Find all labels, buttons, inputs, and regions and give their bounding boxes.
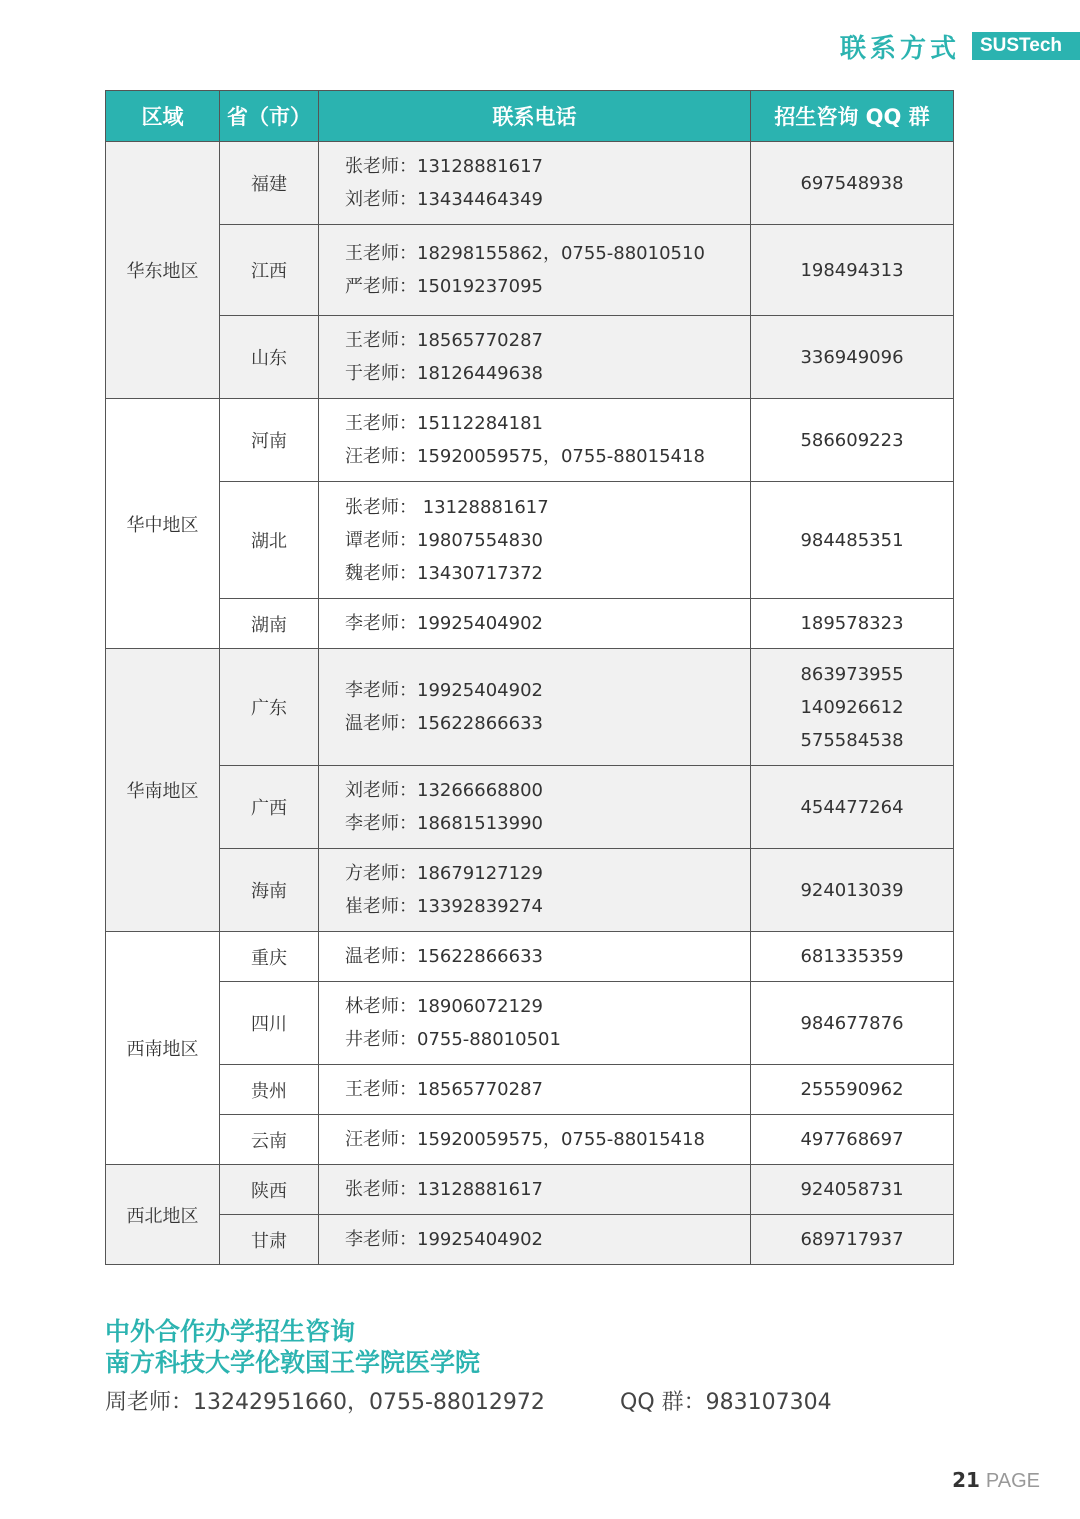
province-cell: 广西 — [220, 766, 319, 849]
phone-cell — [319, 766, 751, 849]
province-cell: 湖北 — [220, 482, 319, 599]
phone-cell — [319, 142, 751, 225]
table-row — [106, 142, 954, 225]
province-cell: 江西 — [220, 225, 319, 316]
table-row — [106, 849, 954, 932]
province-cell: 湖南 — [220, 599, 319, 649]
qq-group-number: 586609223 — [800, 429, 904, 451]
phone-line: 王老师：15112284181 — [345, 413, 543, 434]
phone-line: 刘老师：13434464349 — [345, 189, 543, 210]
qq-cell — [751, 1165, 954, 1215]
table-row — [106, 225, 954, 316]
phone-cell — [319, 849, 751, 932]
phone-line: 李老师：18681513990 — [345, 813, 543, 834]
qq-group-number: 863973955 — [800, 663, 904, 685]
phone-line: 李老师：19925404902 — [345, 680, 543, 701]
column-header-province: 省（市） — [220, 91, 319, 142]
phone-line: 刘老师：13266668800 — [345, 780, 543, 801]
phone-line: 于老师：18126449638 — [345, 363, 543, 384]
phone-cell — [319, 982, 751, 1065]
table-row — [106, 1215, 954, 1265]
province-cell: 四川 — [220, 982, 319, 1065]
table-header-row — [106, 91, 954, 142]
qq-cell — [751, 399, 954, 482]
phone-cell — [319, 599, 751, 649]
qq-group-number: 336949096 — [800, 346, 904, 368]
column-header-qq: 招生咨询 QQ 群 — [751, 91, 954, 142]
phone-cell — [319, 1165, 751, 1215]
phone-line: 张老师：13128881617 — [345, 156, 543, 177]
phone-line: 王老师：18565770287 — [345, 1079, 543, 1100]
phone-line: 李老师：19925404902 — [345, 1229, 543, 1250]
qq-cell — [751, 932, 954, 982]
phone-cell — [319, 1115, 751, 1165]
region-cell: 西北地区 — [106, 1165, 220, 1265]
qq-cell — [751, 225, 954, 316]
table-row — [106, 1065, 954, 1115]
phone-line: 李老师：19925404902 — [345, 613, 543, 634]
phone-cell — [319, 482, 751, 599]
region-cell: 华东地区 — [106, 142, 220, 399]
footer-title-line1: 中外合作办学招生咨询 — [105, 1317, 356, 1346]
column-header-phone: 联系电话 — [319, 91, 751, 142]
qq-cell — [751, 1115, 954, 1165]
footer-contact: 周老师：13242951660，0755-88012972 — [105, 1390, 545, 1415]
qq-group-number: 497768697 — [800, 1129, 904, 1150]
province-cell: 福建 — [220, 142, 319, 225]
qq-group-number: 140926612 — [800, 696, 904, 718]
province-cell: 河南 — [220, 399, 319, 482]
province-cell: 甘肃 — [220, 1215, 319, 1265]
qq-cell — [751, 1215, 954, 1265]
phone-cell — [319, 225, 751, 316]
province-cell: 山东 — [220, 316, 319, 399]
phone-line: 张老师： 13128881617 — [345, 496, 549, 518]
qq-cell — [751, 766, 954, 849]
qq-group-number: 454477264 — [800, 796, 904, 818]
phone-line: 汪老师：15920059575，0755-88015418 — [345, 446, 705, 467]
section-title: 联系方式 — [839, 33, 960, 64]
phone-line: 谭老师：19807554830 — [345, 529, 543, 551]
phone-cell — [319, 1065, 751, 1115]
phone-cell — [319, 932, 751, 982]
province-cell: 贵州 — [220, 1065, 319, 1115]
table-row — [106, 649, 954, 766]
region-cell: 华南地区 — [106, 649, 220, 932]
phone-line: 严老师：15019237095 — [345, 276, 543, 297]
qq-group-number: 198494313 — [800, 259, 904, 281]
qq-group-number: 689717937 — [800, 1229, 904, 1250]
phone-line: 王老师：18565770287 — [345, 330, 543, 351]
phone-line: 汪老师：15920059575，0755-88015418 — [345, 1129, 705, 1150]
page-number-value: 21 — [952, 1468, 980, 1492]
page-number — [952, 1468, 1040, 1493]
qq-group-number: 189578323 — [800, 613, 904, 634]
qq-group-number: 697548938 — [800, 172, 904, 194]
qq-group-number: 984677876 — [800, 1012, 904, 1034]
table-row — [106, 1115, 954, 1165]
footer-qq-group: QQ 群：983107304 — [620, 1390, 832, 1415]
qq-group-number: 681335359 — [800, 946, 904, 967]
phone-line: 张老师：13128881617 — [345, 1179, 543, 1200]
province-cell: 陕西 — [220, 1165, 319, 1215]
phone-cell — [319, 649, 751, 766]
phone-line: 王老师：18298155862，0755-88010510 — [345, 243, 705, 264]
contacts-table — [105, 90, 954, 1265]
region-cell: 西南地区 — [106, 932, 220, 1165]
province-cell: 云南 — [220, 1115, 319, 1165]
qq-cell — [751, 849, 954, 932]
phone-line: 魏老师：13430717372 — [345, 562, 543, 584]
qq-cell — [751, 649, 954, 766]
province-cell: 海南 — [220, 849, 319, 932]
qq-group-number: 924058731 — [800, 1179, 904, 1200]
footer-title-line2: 南方科技大学伦敦国王学院医学院 — [105, 1348, 481, 1377]
region-cell: 华中地区 — [106, 399, 220, 649]
page-header — [839, 32, 1080, 64]
table-row — [106, 932, 954, 982]
qq-group-number: 984485351 — [800, 529, 904, 551]
table-row — [106, 316, 954, 399]
phone-cell — [319, 1215, 751, 1265]
table-row — [106, 982, 954, 1065]
qq-cell — [751, 142, 954, 225]
phone-line: 林老师：18906072129 — [345, 996, 543, 1017]
table-row — [106, 399, 954, 482]
phone-line: 崔老师：13392839274 — [345, 896, 543, 917]
qq-cell — [751, 982, 954, 1065]
qq-cell — [751, 316, 954, 399]
table-row — [106, 1165, 954, 1215]
province-cell: 广东 — [220, 649, 319, 766]
phone-line: 井老师：0755-88010501 — [345, 1029, 561, 1050]
page-label: PAGE — [985, 1470, 1040, 1492]
qq-cell — [751, 482, 954, 599]
qq-cell — [751, 1065, 954, 1115]
table-row — [106, 599, 954, 649]
table-row — [106, 766, 954, 849]
phone-line: 温老师：15622866633 — [345, 713, 543, 734]
qq-cell — [751, 599, 954, 649]
qq-group-number: 924013039 — [800, 879, 904, 901]
phone-line: 方老师：18679127129 — [345, 863, 543, 884]
phone-cell — [319, 399, 751, 482]
brand-badge: SUSTech — [972, 32, 1080, 60]
table-row — [106, 482, 954, 599]
province-cell: 重庆 — [220, 932, 319, 982]
phone-cell — [319, 316, 751, 399]
qq-group-number: 255590962 — [800, 1079, 904, 1100]
phone-line: 温老师：15622866633 — [345, 946, 543, 967]
qq-group-number: 575584538 — [800, 729, 904, 751]
column-header-region: 区域 — [106, 91, 220, 142]
